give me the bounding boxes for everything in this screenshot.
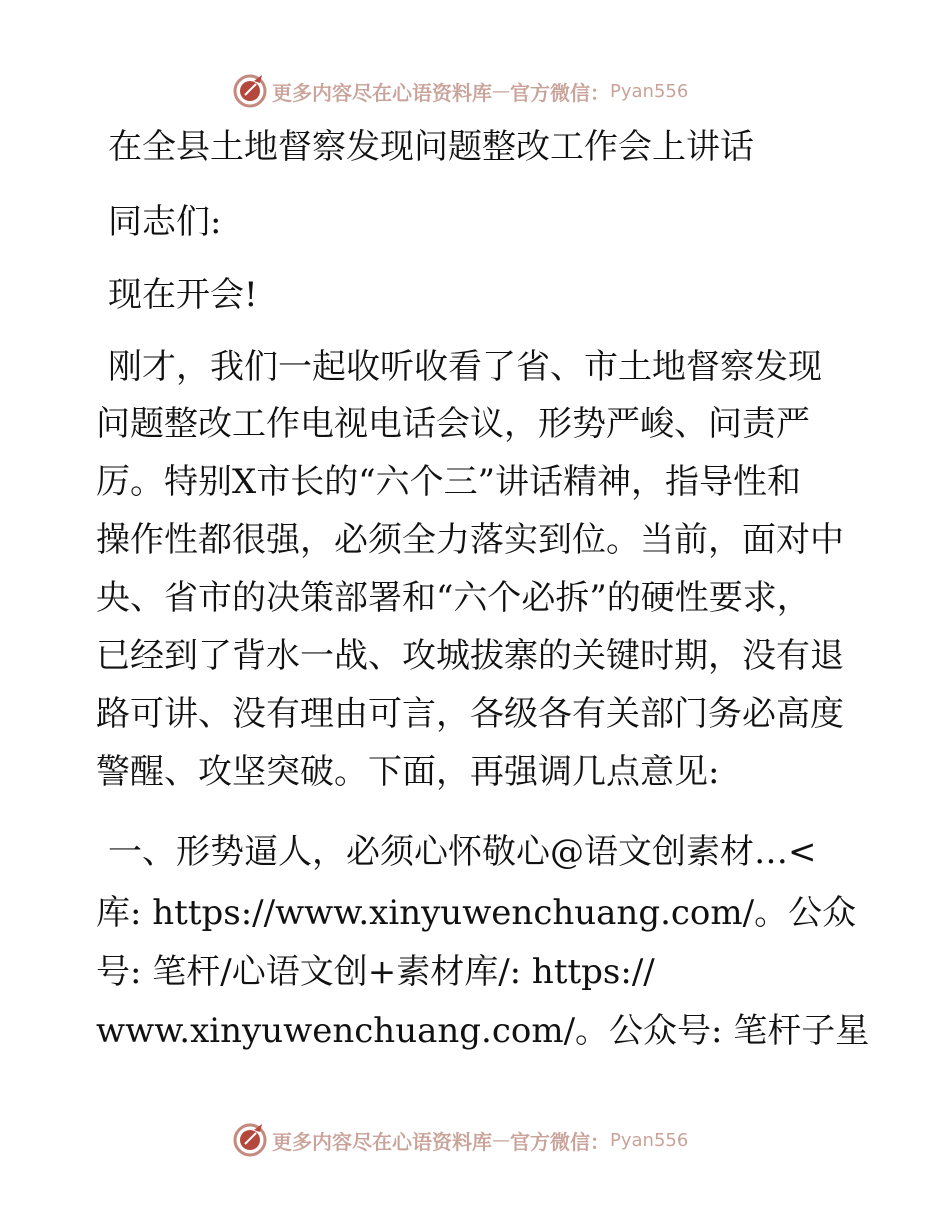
pen-logo-icon bbox=[232, 1122, 268, 1158]
section-line: www.xinyuwenchuang.com/。公众号: 笔杆子星 bbox=[96, 1011, 870, 1051]
pen-logo-icon bbox=[232, 73, 268, 109]
watermark-official-label: 官方微信： bbox=[510, 1129, 610, 1154]
greeting: 同志们: bbox=[108, 202, 222, 242]
watermark-main-text: 更多内容尽在心语资料库 bbox=[272, 1129, 492, 1154]
section-heading: 一、形势逼人，必须心怀敬心@语文创素材…< bbox=[108, 832, 817, 872]
paragraph-line: 央、省市的决策部署和“六个必拆”的硬性要求， bbox=[96, 578, 811, 618]
opening-line: 现在开会! bbox=[108, 275, 258, 315]
header-watermark bbox=[232, 71, 688, 111]
paragraph-line: 问题整改工作电视电话会议，形势严峻、问责严 bbox=[96, 404, 810, 444]
paragraph-line: 已经到了背水一战、攻城拔寨的关键时期，没有退 bbox=[96, 636, 844, 676]
paragraph-line: 警醒、攻坚突破。下面，再强调几点意见: bbox=[96, 752, 720, 792]
footer-watermark bbox=[232, 1120, 688, 1160]
paragraph-line: 厉。特别X市长的“六个三”讲话精神，指导性和 bbox=[96, 462, 801, 502]
document-title: 在全县土地督察发现问题整改工作会上讲话 bbox=[108, 127, 754, 167]
watermark-main-text: 更多内容尽在心语资料库 bbox=[272, 80, 492, 105]
watermark-official-label: 官方微信： bbox=[510, 80, 610, 105]
paragraph-line: 操作性都很强，必须全力落实到位。当前，面对中 bbox=[96, 520, 844, 560]
watermark-dash: — bbox=[492, 80, 510, 102]
watermark-dash: — bbox=[492, 1129, 510, 1151]
paragraph-line: 路可讲、没有理由可言，各级各有关部门务必高度 bbox=[96, 694, 844, 734]
section-line: 库: https://www.xinyuwenchuang.com/。公众 bbox=[96, 893, 857, 933]
watermark-wechat-id: Pyan556 bbox=[610, 80, 689, 102]
watermark-wechat-id: Pyan556 bbox=[610, 1129, 689, 1151]
section-line: 号: 笔杆/心语文创+素材库/: https:// bbox=[96, 952, 655, 992]
paragraph-line: 刚才，我们一起收听收看了省、市土地督察发现 bbox=[108, 347, 822, 387]
